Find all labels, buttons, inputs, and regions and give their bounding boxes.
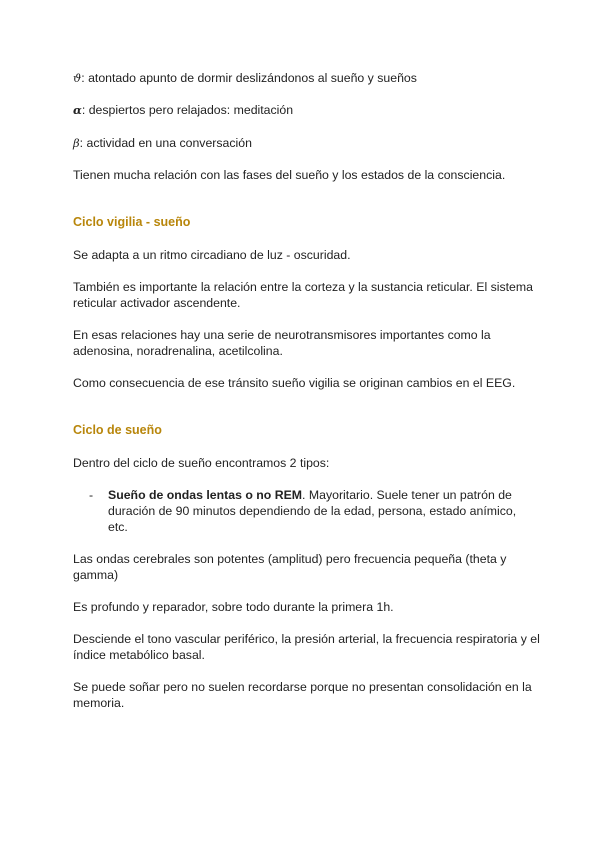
paragraph-ondas: Las ondas cerebrales son potentes (amplitud) pero frecuencia pequeña (theta y gamma) xyxy=(73,552,507,582)
paragraph-tono-vascular: Desciende el tono vascular periférico, la presión arterial, la frecuencia respiratoria y el índice metabólico basal. xyxy=(73,632,540,662)
paragraph-corteza: También es importante la relación entre la corteza y la sustancia reticular. El sistema reticular activador ascendente. xyxy=(73,280,533,310)
bullet-no-rem-title: Sueño de ondas lentas o no REM xyxy=(108,488,303,502)
wave-beta-text: : actividad en una conversación xyxy=(79,136,252,150)
wave-theta-text: : atontado apunto de dormir deslizándonos al sueño y sueños xyxy=(81,71,417,85)
relation-paragraph: Tienen mucha relación con las fases del sueño y los estados de la consciencia. xyxy=(73,168,506,182)
wave-alpha-text: : despiertos pero relajados: meditación xyxy=(81,103,294,117)
theta-symbol: ϑ xyxy=(73,71,82,85)
paragraph-eeg: Como consecuencia de ese tránsito sueño vigilia se originan cambios en el EEG. xyxy=(73,376,516,390)
wave-theta xyxy=(73,70,543,86)
alpha-symbol: α xyxy=(73,103,82,117)
paragraph-ritmo: Se adapta a un ritmo circadiano de luz - oscuridad. xyxy=(73,248,351,262)
paragraph-neurotransmisores: En esas relaciones hay una serie de neurotransmisores importantes como la adenosina, noradrenalina, acetilcolina. xyxy=(73,328,491,358)
beta-symbol: β xyxy=(73,136,80,150)
bullet-no-rem xyxy=(108,487,538,535)
heading-ciclo-sueno: Ciclo de sueño xyxy=(73,423,162,437)
bullet-no-rem-text: . Mayoritario. Suele tener un patrón de duración de 90 minutos dependiendo de la edad, persona, estado anímico, etc. xyxy=(108,488,517,534)
paragraph-profundo: Es profundo y reparador, sobre todo durante la primera 1h. xyxy=(73,600,394,614)
wave-beta xyxy=(73,135,543,151)
paragraph-intro-tipos: Dentro del ciclo de sueño encontramos 2 tipos: xyxy=(73,456,330,470)
wave-alpha xyxy=(73,102,543,118)
heading-ciclo-vigilia: Ciclo vigilia - sueño xyxy=(73,215,191,229)
bullet-dash: - xyxy=(89,488,94,502)
paragraph-sonar: Se puede soñar pero no suelen recordarse porque no presentan consolidación en la memoria. xyxy=(73,680,532,710)
